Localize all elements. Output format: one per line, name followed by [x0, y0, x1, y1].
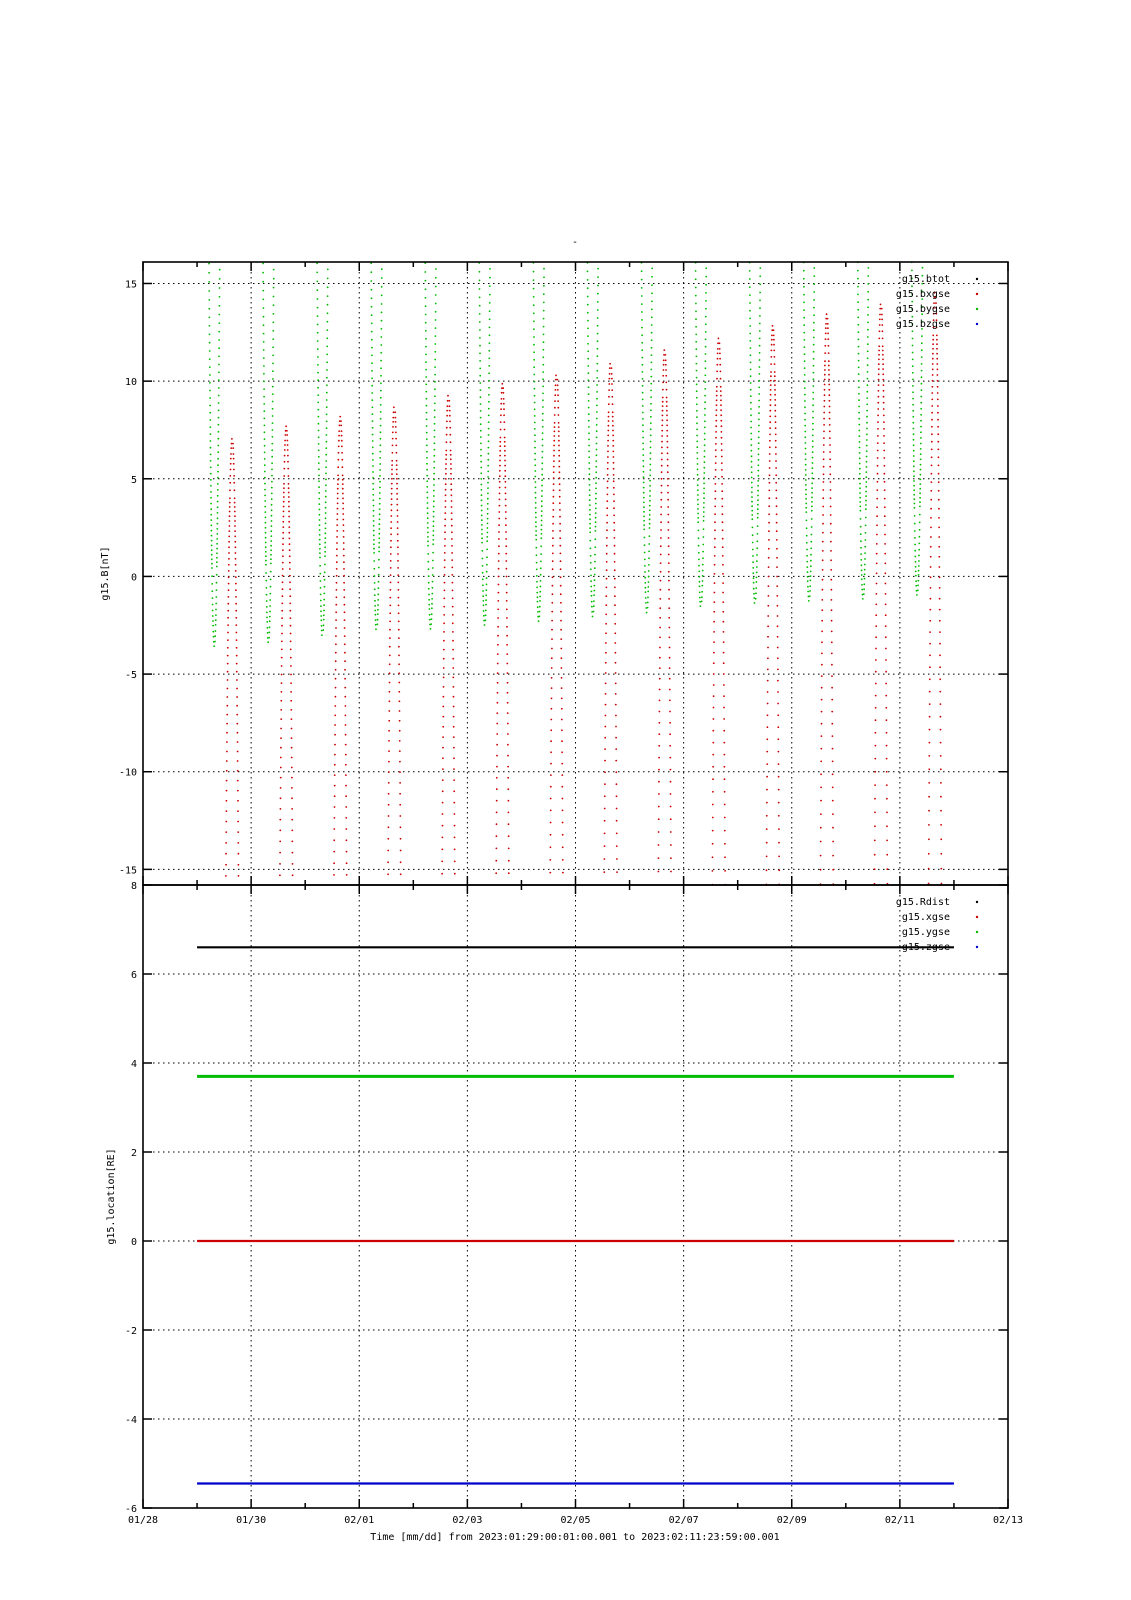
- loc-ytick-label-3: 2: [130, 1148, 137, 1159]
- loc-ytick-label-6: -4: [124, 1415, 137, 1426]
- bx-cycle-11: [820, 313, 835, 899]
- by-cycle-5: [478, 253, 491, 626]
- x-tick-label-7: 02/11: [884, 1515, 915, 1526]
- bx-cycle-6: [549, 375, 564, 900]
- legend-marker-g15-zgse: [976, 946, 978, 948]
- loc-ytick-label-5: -2: [124, 1326, 137, 1337]
- x-tick-label-5: 02/07: [668, 1515, 699, 1526]
- by-cycle-9: [695, 253, 708, 607]
- b-ytick-label-1: 10: [124, 377, 137, 389]
- x-tick-label-4: 02/05: [560, 1515, 591, 1526]
- x-tick-label-6: 02/09: [776, 1515, 807, 1526]
- bx-cycle-8: [657, 349, 672, 899]
- x-tick-label-1: 01/30: [236, 1515, 267, 1526]
- bx-cycle-2: [333, 416, 348, 900]
- by-cycle-10: [749, 253, 762, 604]
- legend-label-g15-Rdist: g15.Rdist: [895, 897, 950, 908]
- b-ytick-label-5: -10: [118, 767, 137, 779]
- by-cycle-0: [208, 253, 221, 647]
- legend-marker-g15-Rdist: [976, 901, 978, 903]
- loc-ytick-label-1: 6: [130, 970, 137, 981]
- legend-marker-g15-bygse: [976, 308, 978, 310]
- b-ytick-label-6: -15: [118, 865, 137, 877]
- legend-marker-g15-ygse: [976, 931, 978, 933]
- bx-cycle-0: [225, 438, 240, 900]
- bx-cycle-12: [874, 304, 889, 900]
- by-cycle-8: [641, 253, 654, 613]
- legend-label-g15-bygse: g15.bygse: [895, 304, 950, 315]
- panel-magnetic-field: [100, 253, 1008, 899]
- bx-cycle-5: [495, 383, 510, 900]
- figure-top-title: -: [571, 237, 579, 248]
- by-cycle-2: [316, 253, 329, 636]
- loc-ytick-label-4: 0: [130, 1237, 137, 1248]
- bx-cycle-7: [603, 363, 618, 900]
- loc-y-axis-title: g15.location[RE]: [106, 1148, 117, 1245]
- legend-marker-g15-btot: [976, 278, 978, 280]
- by-cycle-4: [424, 253, 437, 630]
- legend-label-g15-ygse: g15.ygse: [901, 927, 950, 938]
- x-tick-label-2: 02/01: [344, 1515, 375, 1526]
- legend-marker-g15-bxgse: [976, 293, 978, 295]
- by-cycle-1: [262, 253, 275, 643]
- x-tick-label-3: 02/03: [452, 1515, 483, 1526]
- x-tick-label-8: 02/13: [992, 1515, 1024, 1526]
- loc-ytick-label-7: -6: [124, 1504, 137, 1515]
- bx-cycle-13: [928, 292, 943, 900]
- by-cycle-3: [370, 253, 383, 630]
- legend-label-g15-bxgse: g15.bxgse: [895, 289, 950, 300]
- bx-cycle-4: [441, 395, 456, 900]
- panel-location: [106, 881, 1008, 1515]
- b-ytick-label-4: -5: [124, 670, 137, 682]
- by-cycle-12: [857, 253, 870, 600]
- loc-ytick-label-0: 8: [130, 881, 137, 892]
- bx-cycle-9: [711, 338, 726, 900]
- b-y-axis-title: g15.B[nT]: [100, 546, 111, 601]
- bx-cycle-10: [765, 325, 780, 900]
- legend-marker-g15-xgse: [976, 916, 978, 918]
- b-ytick-label-0: 15: [124, 279, 137, 291]
- legend-label-g15-btot: g15.btot: [901, 274, 950, 285]
- legend-label-g15-zgse: g15.zgse: [901, 942, 950, 953]
- by-cycle-6: [532, 253, 545, 622]
- x-axis: [128, 1515, 1023, 1526]
- b-ytick-label-3: 0: [130, 572, 137, 584]
- x-tick-label-0: 01/28: [127, 1515, 159, 1526]
- loc-ytick-label-2: 4: [130, 1059, 137, 1070]
- by-cycle-7: [587, 253, 600, 617]
- legend-label-g15-bzgse: g15.bzgse: [895, 319, 950, 330]
- x-axis-title: Time [mm/dd] from 2023:01:29:00:01:00.001 to 2023:02:11:23:59:00.001: [370, 1532, 780, 1543]
- by-cycle-11: [803, 253, 816, 602]
- bx-cycle-3: [387, 406, 402, 899]
- b-ytick-label-2: 5: [130, 474, 137, 486]
- bx-cycle-1: [279, 425, 294, 899]
- legend-label-g15-xgse: g15.xgse: [901, 912, 950, 923]
- legend-marker-g15-bzgse: [976, 323, 978, 325]
